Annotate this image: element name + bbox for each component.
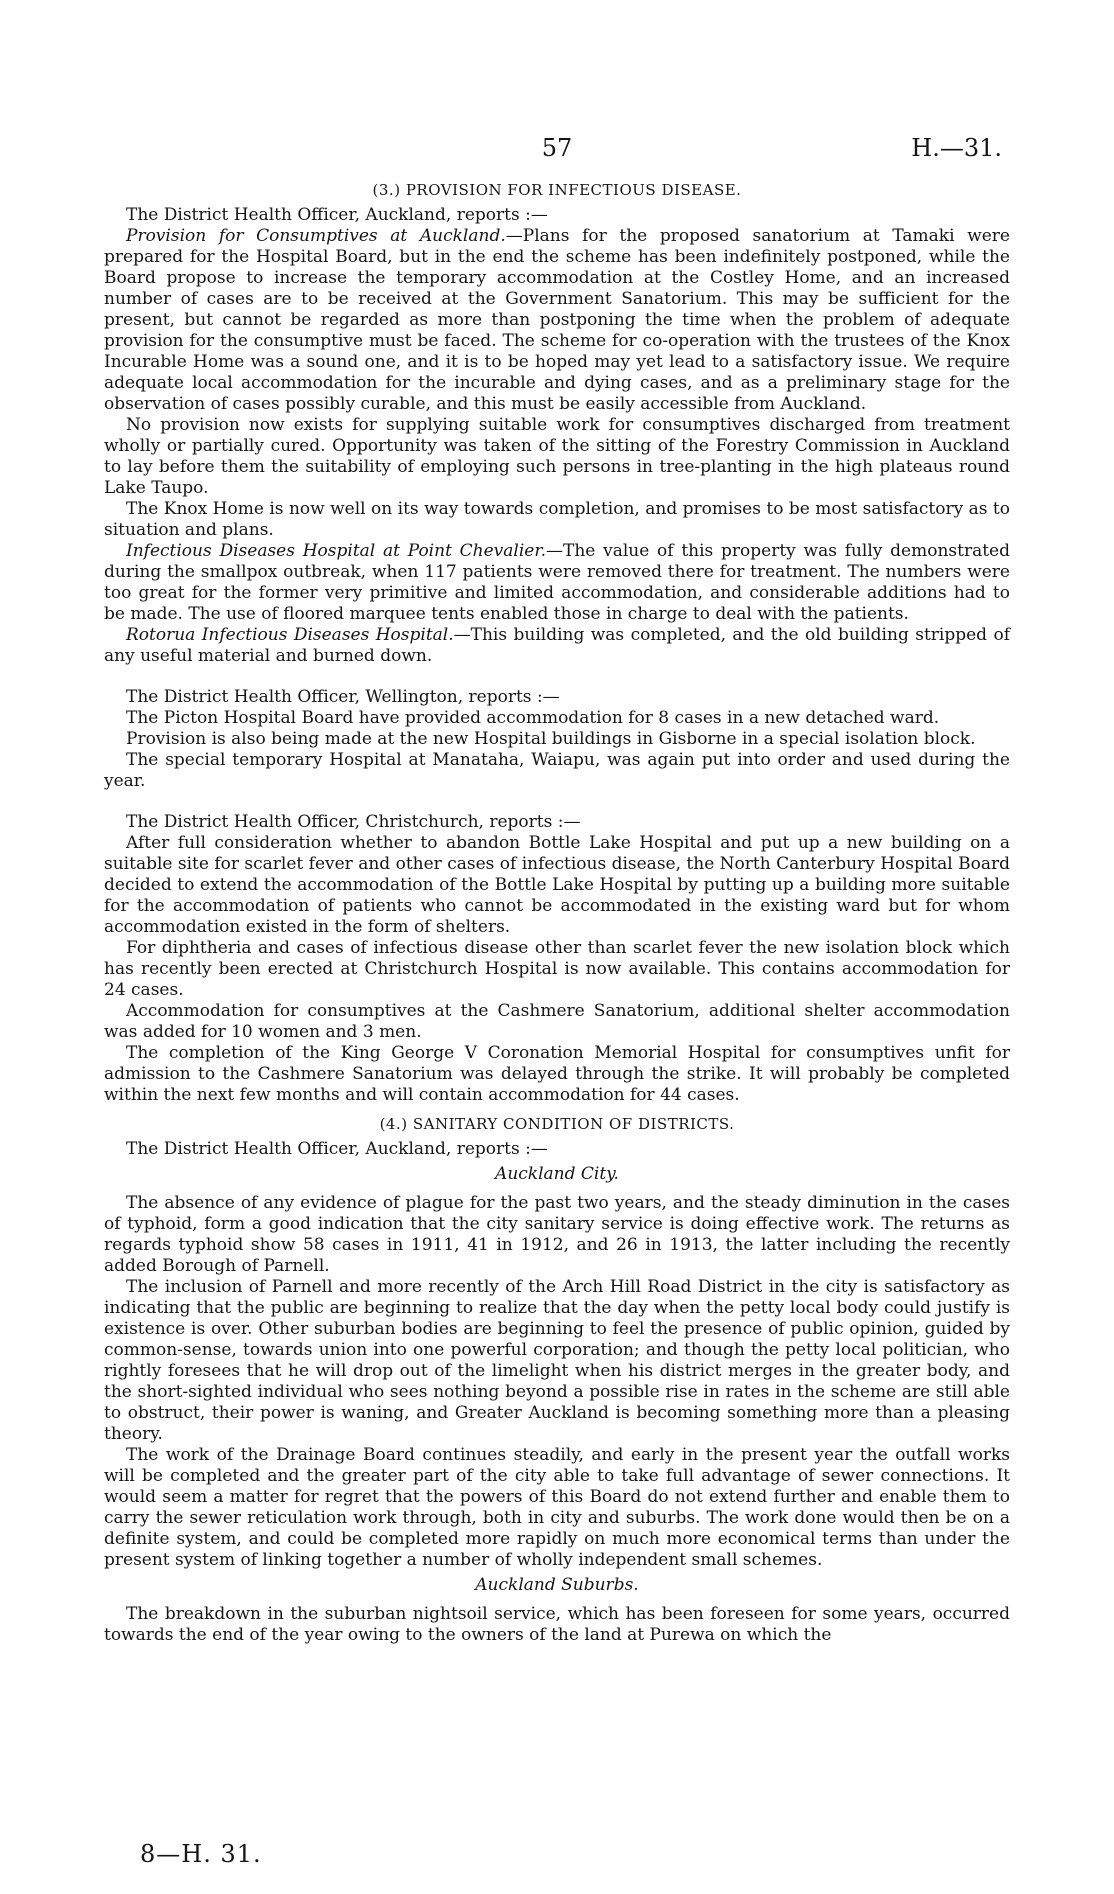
section-provision-infectious-disease — [104, 180, 1010, 1106]
paragraph: Accommodation for consumptives at the Cashmere Sanatorium, additional shelter accommodation was added for 10 women and 3 men. — [104, 1001, 1010, 1042]
paragraph: The completion of the King George V Coronation Memorial Hospital for consumptives unfit for admission to the Cashmere Sanatorium was delayed through the strike. It will probably be completed within the next few months and will contain accommodation for 44 cases. — [104, 1043, 1010, 1105]
report-intro-auckland: The District Health Officer, Auckland, reports :— — [126, 205, 548, 225]
page-header — [104, 134, 1010, 168]
paragraph: After full consideration whether to abandon Bottle Lake Hospital and put up a new building on a suitable site for scarlet fever and other cases of infectious disease, the North Canterbury Hospital Board decided to extend the accommodation of the Bottle Lake Hospital by putting up a building more suitable for the accommodation of patients who cannot be accommodated in the existing ward but for whom accommodation existed in the form of shelters. — [104, 833, 1010, 937]
paragraph: Provision is also being made at the new Hospital buildings in Gisborne in a special isolation block. — [126, 729, 976, 749]
paragraph: The absence of any evidence of plague for the past two years, and the steady diminution in the cases of typhoid, form a good indication that the city sanitary service is doing effective work. The returns as regards typhoid show 58 cases in 1911, 41 in 1912, and 26 in 1913, the latter including the recently added Borough of Parnell. — [104, 1193, 1010, 1276]
paragraph: The Picton Hospital Board have provided accommodation for 8 cases in a new detached ward. — [126, 708, 940, 728]
paragraph — [104, 625, 1010, 667]
paragraph-text: —Plans for the proposed sanatorium at Tamaki were prepared for the Hospital Board, but in the end the scheme has been indefinitely postponed, while the Board propose to increase the temporary accommodation at the Costley Home, and an increased number of cases are to be received at the Government Sanatorium. This may be sufficient for the present, but cannot be regarded as more than postponing the time when the problem of adequate provision for the consumptive must be faced. The scheme for co-operation with the trustees of the Knox Incurable Home was a sound one, and it is to be hoped may yet lead to a satisfactory issue. We require adequate local accommodation for the incurable and dying cases, and as a preliminary stage for the observation of cases possibly curable, and this must be easily accessible from Auckland. — [104, 226, 1010, 414]
subheading-auckland-suburbs: Auckland Suburbs. — [475, 1575, 639, 1595]
paragraph: The inclusion of Parnell and more recently of the Arch Hill Road District in the city is satisfactory as indicating that the public are beginning to realize that the day when the petty local body could justify is existence is over. Other suburban bodies are beginning to feel the presence of public opinion, guided by common-sense, towards union into one powerful corporation; and though the petty local politician, who rightly foresees that he will drop out of the limelight when his district merges in the greater body, and the short-sighted individual who sees nothing beyond a possible rise in rates in the scheme are still able to obstruct, their power is waning, and Greater Auckland is becoming something more than a pleasing theory. — [104, 1277, 1010, 1444]
paragraph: The Knox Home is now well on its way towards completion, and promises to be most satisfactory as to situation and plans. — [104, 499, 1010, 540]
report-intro-christchurch: The District Health Officer, Christchurch, reports :— — [126, 812, 581, 832]
paragraph: The breakdown in the suburban nightsoil service, which has been foreseen for some years, occurred towards the end of the year owing to the owners of the land at Purewa on which the — [104, 1604, 1010, 1645]
spacer — [104, 792, 1010, 812]
paragraph — [104, 541, 1010, 625]
report-intro-auckland: The District Health Officer, Auckland, reports :— — [126, 1139, 548, 1159]
report-intro-wellington: The District Health Officer, Wellington, reports :— — [126, 687, 560, 707]
document-reference: H.—31. — [911, 134, 1002, 162]
paragraph-title: Provision for Consumptives at Auckland. — [126, 226, 506, 246]
paragraph: The special temporary Hospital at Manataha, Waiapu, was again put into order and used during the year. — [104, 750, 1010, 791]
subheading-auckland-city: Auckland City. — [495, 1164, 619, 1184]
paragraph-title: Infectious Diseases Hospital at Point Chevalier. — [126, 541, 547, 561]
paragraph: The work of the Drainage Board continues steadily, and early in the present year the outfall works will be completed and the greater part of the city able to take full advantage of sewer connections. It would seem a matter for regret that the powers of this Board do not extend further and enable them to carry the sewer reticulation work through, both in city and suburbs. The work done would then be on a definite system, and could be completed more rapidly on much more economical terms than under the present system of linking together a number of wholly independent small schemes. — [104, 1445, 1010, 1570]
paragraph — [104, 226, 1010, 415]
paragraph: No provision now exists for supplying suitable work for consumptives discharged from treatment wholly or partially cured. Opportunity was taken of the sitting of the Forestry Commission in Auckland to lay before them the suitability of employing such persons in tree-planting in the high plateaus round Lake Taupo. — [104, 415, 1010, 498]
paragraph: For diphtheria and cases of infectious disease other than scarlet fever the new isolation block which has recently been erected at Christchurch Hospital is now available. This contains accommodation for 24 cases. — [104, 938, 1010, 1000]
paragraph-title: Rotorua Infectious Diseases Hospital. — [126, 625, 454, 645]
page-number: 57 — [541, 134, 573, 162]
spacer — [104, 667, 1010, 687]
section-heading: (3.) PROVISION FOR INFECTIOUS DISEASE. — [372, 181, 742, 199]
paragraph-text: —The value of this property was fully demonstrated during the smallpox outbreak, when 117 patients were removed there for treatment. The numbers were too great for the former very primitive and limited accommodation, and considerable additions had to be made. The use of floored marquee tents enabled those in charge to deal with the patients. — [104, 541, 1011, 624]
section-sanitary-condition — [104, 1114, 1010, 1646]
section-heading: (4.) SANITARY CONDITION OF DISTRICTS. — [379, 1115, 735, 1133]
footer-signature: 8—H. 31. — [140, 1840, 262, 1868]
paragraph-text: —This building was completed, and the old building stripped of any useful material and burned down. — [104, 625, 1010, 666]
